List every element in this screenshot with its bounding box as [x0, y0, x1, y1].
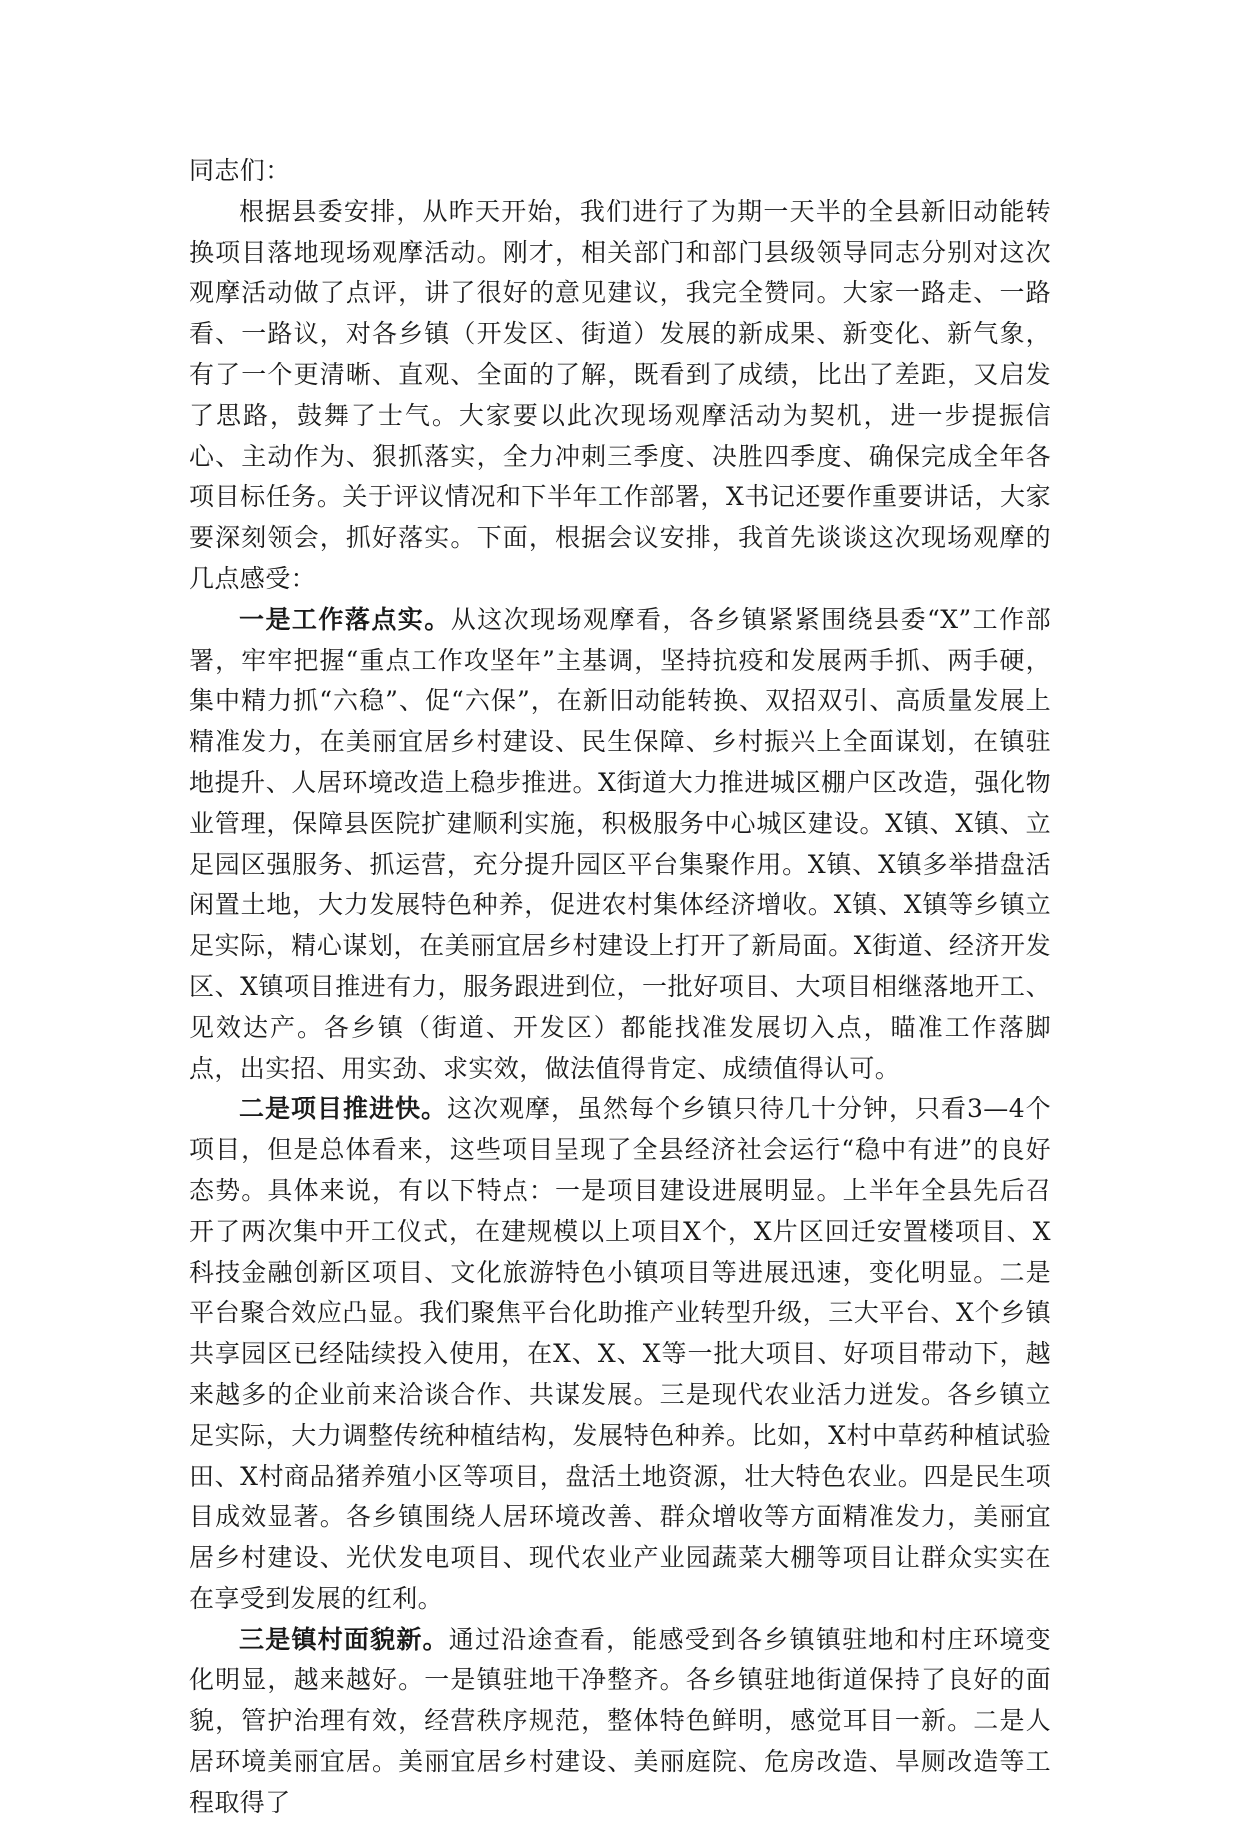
section-paragraph-2 [189, 1089, 1051, 1619]
document-page [189, 151, 1051, 1824]
section-paragraph-3 [189, 1620, 1051, 1824]
section-lead-1: 一是工作落点实。 [239, 604, 451, 634]
section-body-3: 通过沿途查看，能感受到各乡镇镇驻地和村庄环境变化明显，越来越好。一是镇驻地干净整齐。各乡镇驻地街道保持了良好的面貌，管护治理有效，经营秩序规范，整体特色鲜明，感觉耳目一新。二是人居环境美丽宜居。美丽宜居乡村建设、美丽庭院、危房改造、旱厕改造等工程取得了 [189, 1624, 1052, 1817]
salutation: 同志们： [189, 156, 291, 185]
section-body-1: 从这次现场观摩看，各乡镇紧紧围绕县委“X”工作部署，牢牢把握“重点工作攻坚年”主基调，坚持抗疫和发展两手抓、两手硬，集中精力抓“六稳”、促“六保”，在新旧动能转换、双招双引、高质量发展上精准发力，在美丽宜居乡村建设、民生保障、乡村振兴上全面谋划，在镇驻地提升、人居环境改造上稳步推进。X街道大力推进城区棚户区改造，强化物业管理，保障县医院扩建顺利实施，积极服务中心城区建设。X镇、X镇、立足园区强服务、抓运营，充分提升园区平台集聚作用。X镇、X镇多举措盘活闲置土地，大力发展特色种养，促进农村集体经济增收。X镇、X镇等乡镇立足实际，精心谋划，在美丽宜居乡村建设上打开了新局面。X街道、经济开发区、X镇项目推进有力，服务跟进到位，一批好项目、大项目相继落地开工、见效达产。各乡镇（街道、开发区）都能找准发展切入点，瞄准工作落脚点，出实招、用实劲、求实效，做法值得肯定、成绩值得认可。 [189, 604, 1052, 1083]
section-lead-3: 三是镇村面貌新。 [239, 1624, 449, 1654]
intro-paragraph: 根据县委安排，从昨天开始，我们进行了为期一天半的全县新旧动能转换项目落地现场观摩活动。刚才，相关部门和部门县级领导同志分别对这次观摩活动做了点评，讲了很好的意见建议，我完全赞同。大家一路走、一路看、一路议，对各乡镇（开发区、街道）发展的新成果、新变化、新气象，有了一个更清晰、直观、全面的了解，既看到了成绩，比出了差距，又启发了思路，鼓舞了士气。大家要以此次现场观摩活动为契机，进一步提振信心、主动作为、狠抓落实，全力冲刺三季度、决胜四季度、确保完成全年各项目标任务。关于评议情况和下半年工作部署，X书记还要作重要讲话，大家要深刻领会，抓好落实。下面，根据会议安排，我首先谈谈这次现场观摩的几点感受： [189, 196, 1051, 593]
section-paragraph-1 [189, 600, 1051, 1090]
section-lead-2: 二是项目推进快。 [239, 1094, 447, 1124]
section-body-2: 这次观摩，虽然每个乡镇只待几十分钟，只看3—4个项目，但是总体看来，这些项目呈现了全县经济社会运行“稳中有进”的良好态势。具体来说，有以下特点：一是项目建设进展明显。上半年全县先后召开了两次集中开工仪式，在建规模以上项目X个，X片区回迁安置楼项目、X科技金融创新区项目、文化旅游特色小镇项目等进展迅速，变化明显。二是平台聚合效应凸显。我们聚焦平台化助推产业转型升级，三大平台、X个乡镇共享园区已经陆续投入使用，在X、X、X等一批大项目、好项目带动下，越来越多的企业前来洽谈合作、共谋发展。三是现代农业活力迸发。各乡镇立足实际，大力调整传统种植结构，发展特色种养。比如，X村中草药种植试验田、X村商品猪养殖小区等项目，盘活土地资源，壮大特色农业。四是民生项目成效显著。各乡镇围绕人居环境改善、群众增收等方面精准发力，美丽宜居乡村建设、光伏发电项目、现代农业产业园蔬菜大棚等项目让群众实实在在享受到发展的红利。 [189, 1094, 1051, 1613]
